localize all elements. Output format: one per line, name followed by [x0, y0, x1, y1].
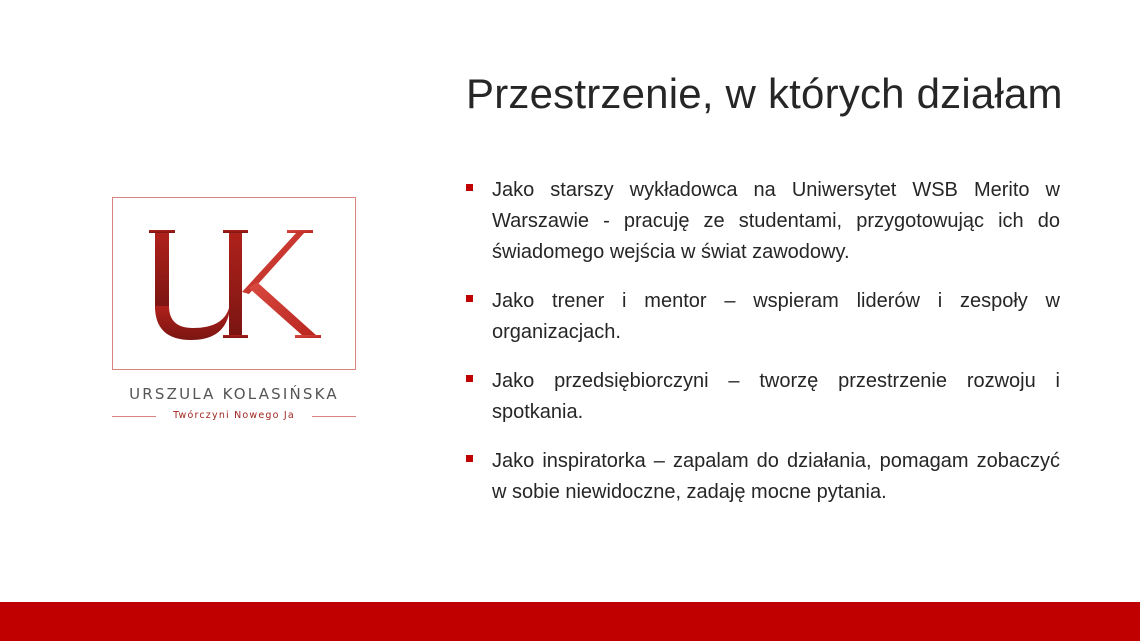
square-bullet-icon: [466, 295, 473, 302]
bullet-item: [466, 286, 1060, 348]
slide-title: Przestrzenie, w których działam: [466, 70, 1063, 117]
square-bullet-icon: [466, 375, 473, 382]
bullet-list: [466, 175, 1060, 526]
logo-tagline: Twórczyni Nowego Ja: [173, 410, 295, 421]
bullet-text: Jako starszy wykładowca na Uniwersytet WSB Merito w Warszawie - pracuję ze studentami, przygotowując ich do świadomego wejścia w świat zawodowy.: [492, 179, 1060, 263]
footer-accent-bar: [0, 602, 1140, 641]
logo-frame: [112, 197, 356, 370]
square-bullet-icon: [466, 184, 473, 191]
bullet-text: Jako przedsiębiorczyni – tworzę przestrzenie rozwoju i spotkania.: [492, 370, 1060, 423]
square-bullet-icon: [466, 455, 473, 462]
uk-monogram-logo: [147, 218, 323, 348]
bullet-item: [466, 366, 1060, 428]
logo-name: URSZULA KOLASIŃSKA: [129, 385, 339, 403]
bullet-text: Jako trener i mentor – wspieram liderów i zespoły w organizacjach.: [492, 290, 1060, 343]
bullet-item: [466, 175, 1060, 268]
bullet-item: [466, 446, 1060, 508]
bullet-text: Jako inspiratorka – zapalam do działania, pomagam zobaczyć w sobie niewidoczne, zadaję mocne pytania.: [492, 450, 1060, 503]
tagline-divider-right: [312, 416, 356, 417]
logo: [112, 197, 356, 419]
